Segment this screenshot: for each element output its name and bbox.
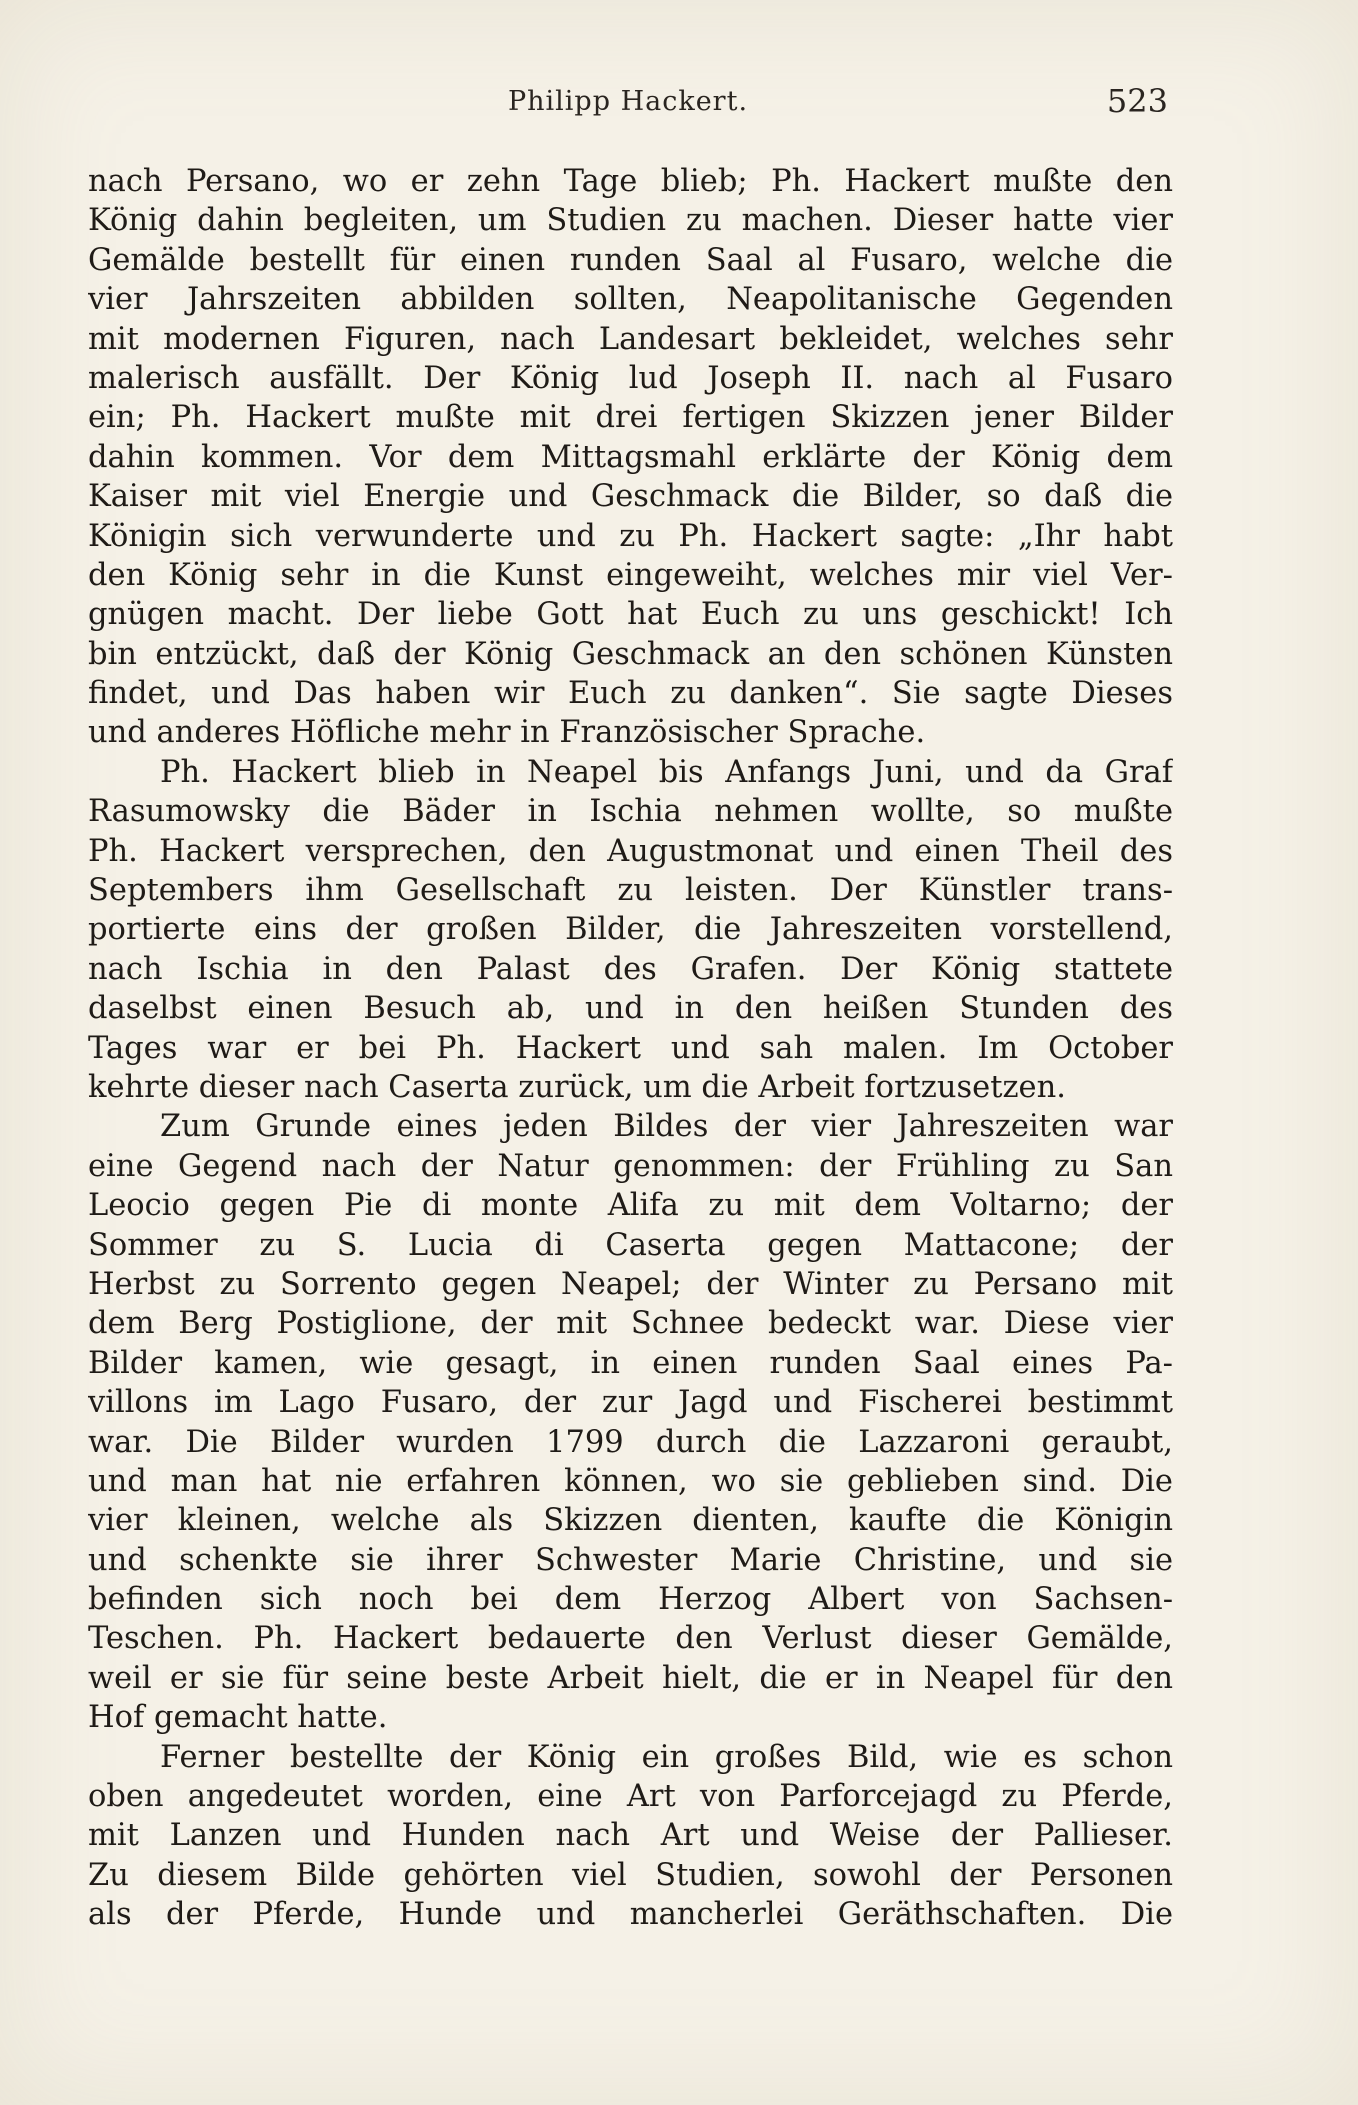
text-line: Bilder kamen, wie gesagt, in einen runden Saal eines Pa- (88, 1345, 1173, 1381)
text-line: nach Ischia in den Palast des Grafen. Der König stattete (88, 951, 1173, 987)
text-line: Kaiser mit viel Energie und Geschmack die Bilder, so daß die (88, 479, 1173, 515)
text-line: daselbst einen Besuch ab, und in den heißen Stunden des (88, 991, 1173, 1027)
text-line: oben angedeutet worden, eine Art von Parforcejagd zu Pferde, (88, 1779, 1173, 1815)
text-line: dahin kommen. Vor dem Mittagsmahl erklärte der König dem (88, 439, 1173, 475)
text-line: kehrte dieser nach Caserta zurück, um die Arbeit fortzusetzen. (88, 1069, 1066, 1105)
text-line: malerisch ausfällt. Der König lud Joseph II. nach al Fusaro (88, 360, 1173, 396)
text-line: Hof gemacht hatte. (88, 1700, 388, 1736)
text-line: Zu diesem Bilde gehörten viel Studien, sowohl der Personen (88, 1857, 1173, 1893)
text-line: den König sehr in die Kunst eingeweiht, welches mir viel Ver- (88, 557, 1173, 593)
text-line: Rasumowsky die Bäder in Ischia nehmen wollte, so mußte (88, 794, 1173, 830)
text-line: findet, und Das haben wir Euch zu danken“. Sie sagte Dieses (88, 676, 1173, 712)
text-line: König dahin begleiten, um Studien zu machen. Dieser hatte vier (88, 203, 1173, 239)
text-line: und anderes Höfliche mehr in Französischer Sprache. (88, 715, 926, 751)
text-line: vier Jahrszeiten abbilden sollten, Neapolitanische Gegenden (88, 282, 1173, 318)
text-line: und schenkte sie ihrer Schwester Marie Christine, und sie (88, 1542, 1173, 1578)
page-number: 523 (1106, 82, 1168, 120)
text-line: Herbst zu Sorrento gegen Neapel; der Winter zu Persano mit (88, 1266, 1173, 1302)
text-line: und man hat nie erfahren können, wo sie geblieben sind. Die (88, 1463, 1173, 1499)
text-line: portierte eins der großen Bilder, die Jahreszeiten vorstellend, (88, 912, 1173, 948)
text-line: bin entzückt, daß der König Geschmack an den schönen Künsten (88, 636, 1173, 672)
text-line: war. Die Bilder wurden 1799 durch die Lazzaroni geraubt, (88, 1424, 1173, 1460)
text-line: Teschen. Ph. Hackert bedauerte den Verlust dieser Gemälde, (88, 1621, 1173, 1657)
running-title: Philipp Hackert. (507, 86, 749, 117)
text-line: vier kleinen, welche als Skizzen dienten, kaufte die Königin (88, 1503, 1173, 1539)
text-line: mit Lanzen und Hunden nach Art und Weise der Pallieser. (88, 1818, 1173, 1854)
text-line: Gemälde bestellt für einen runden Saal al Fusaro, welche die (88, 242, 1173, 278)
text-line: mit modernen Figuren, nach Landesart bekleidet, welches sehr (88, 321, 1173, 357)
text-line: Zum Grunde eines jeden Bildes der vier Jahreszeiten war (160, 1109, 1173, 1145)
text-line: Königin sich verwunderte und zu Ph. Hackert sagte: „Ihr habt (88, 518, 1173, 554)
text-line: Ph. Hackert versprechen, den Augustmonat und einen Theil des (88, 833, 1173, 869)
text-line: Leocio gegen Pie di monte Alifa zu mit dem Voltarno; der (88, 1188, 1173, 1224)
body-text (88, 162, 1173, 1935)
text-line: villons im Lago Fusaro, der zur Jagd und Fischerei bestimmt (88, 1385, 1173, 1421)
page-header (88, 82, 1168, 122)
text-line: Ph. Hackert blieb in Neapel bis Anfangs Juni, und da Graf (160, 754, 1173, 790)
text-line: nach Persano, wo er zehn Tage blieb; Ph. Hackert mußte den (88, 164, 1173, 199)
text-line: eine Gegend nach der Natur genommen: der Frühling zu San (88, 1148, 1173, 1184)
text-line: Septembers ihm Gesellschaft zu leisten. Der Künstler trans- (88, 873, 1173, 909)
text-line: dem Berg Postiglione, der mit Schnee bedeckt war. Diese vier (88, 1306, 1173, 1342)
text-line: befinden sich noch bei dem Herzog Albert von Sachsen- (88, 1582, 1173, 1618)
text-line: Sommer zu S. Lucia di Caserta gegen Mattacone; der (88, 1227, 1173, 1263)
text-line: ein; Ph. Hackert mußte mit drei fertigen Skizzen jener Bilder (88, 400, 1173, 436)
text-line: Tages war er bei Ph. Hackert und sah malen. Im October (88, 1030, 1173, 1066)
text-line: weil er sie für seine beste Arbeit hielt, die er in Neapel für den (88, 1660, 1173, 1696)
text-line: als der Pferde, Hunde und mancherlei Geräthschaften. Die (88, 1897, 1173, 1933)
text-line: Ferner bestellte der König ein großes Bild, wie es schon (160, 1739, 1173, 1775)
text-line: gnügen macht. Der liebe Gott hat Euch zu uns geschickt! Ich (88, 597, 1173, 633)
